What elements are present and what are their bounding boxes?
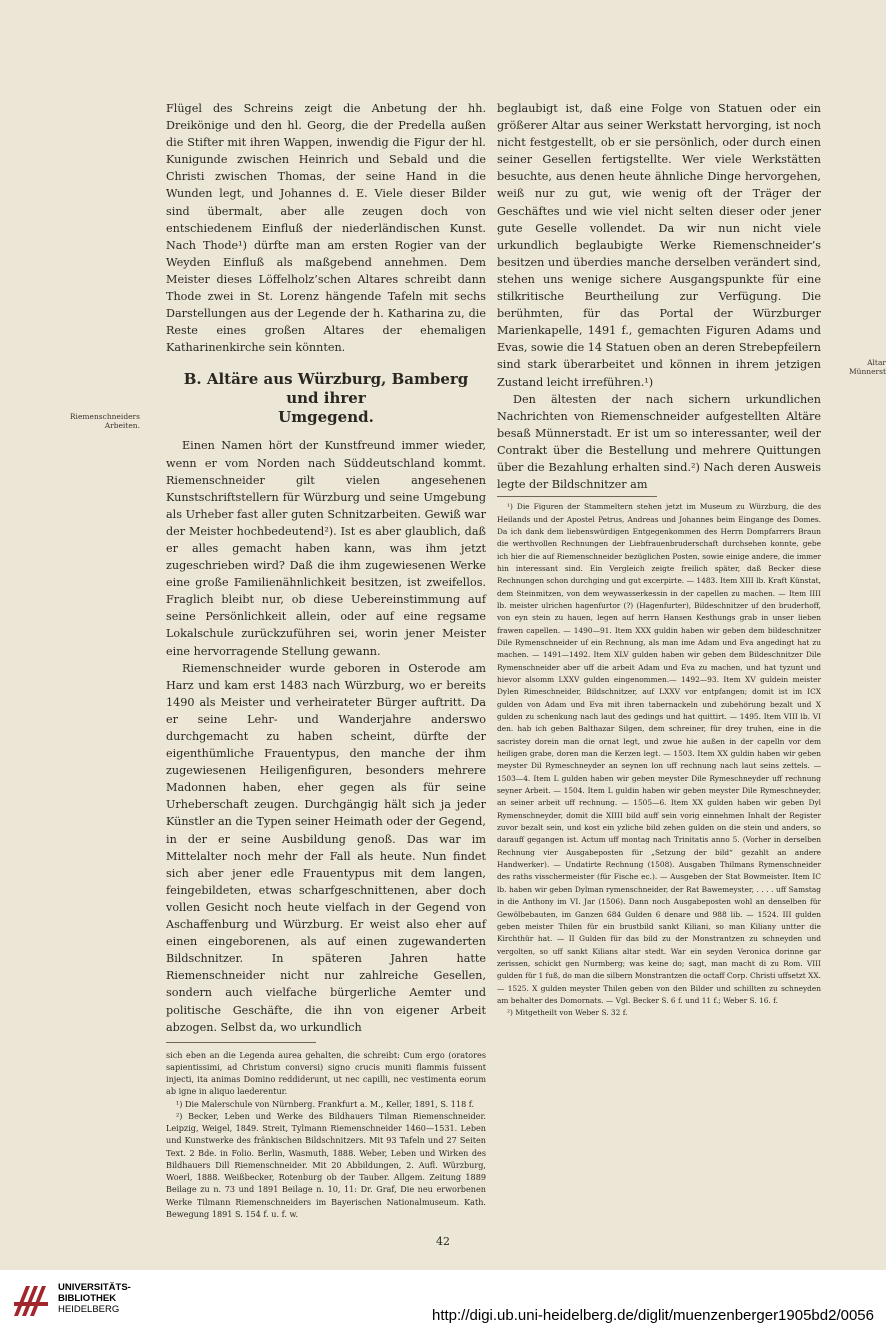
left-paragraph-1: Flügel des Schreins zeigt die Anbetung der hh. Dreikönige und den hl. Georg, die der Predella außen die Stifter mit ihren Wappen, inwendig die Figur der hl. Kunigunde zwischen Heinrich und Sebald und die Christi zwischen Thomas, der seine Hand in die Wunden legt, und Johannes d. E. Viele dieser Bilder sind übermalt, aber alle zeugen doch von entschiedenem Einfluß der niederländischen Kunst. Nach Thode¹) dürfte man am ersten Rogier van der Weyden Einfluß als maßgebend annehmen. Dem Meister dieses Löffelholz’schen Altares schreibt dann Thode zwei in St. Lorenz hängende Tafeln mit sechs Darstellungen aus der Legende der h. Katharina zu, die Reste eines großen Altares der ehemaligen Katharinenkirche sein könnten. bbox=[166, 102, 486, 355]
logo-line-3: HEIDELBERG bbox=[58, 1304, 120, 1315]
right-footnotes bbox=[497, 501, 821, 1019]
section-heading bbox=[166, 370, 486, 427]
left-paragraph-3: Riemenschneider wurde geboren in Osterode am Harz und kam erst 1483 nach Würzburg, wo er bereits 1490 als Meister und verheirateter Bürger auftritt. Da er seine Lehr- und Wanderjahre anderswo durchgemacht zu haben scheint, dürfte der eigenthümliche Frauentypus, den manche der ihm zugewiesenen Heiligenfiguren, besonders mehrere Madonnen haben, eher gegen als für seine Urheberschaft zeugen. Durchgängig hält sich ja jeder Künstler an die Typen seiner Heimath oder der Gegend, in der er seine Ausbildung genoß. Das war im Mittelalter noch mehr der Fall als heute. Nun findet sich aber jener edle Frauentypus mit dem langen, feingebildeten, etwas scharfgeschnittenen, aber doch vollen Gesicht noch heute vielfach in der Gegend von Aschaffenburg und Würzburg. Er weist also eher auf einen eingeborenen, als auf einen zugewanderten Bildschnitzer. In späteren Jahren hatte Riemenschneider nicht nur zahlreiche Gesellen, sondern auch vielfache bürgerliche Aemter und politische Geschäfte, die ihn von eigener Arbeit abzogen. Selbst da, wo urkundlich bbox=[166, 661, 486, 1034]
left-paragraph-2: Einen Namen hört der Kunstfreund immer wieder, wenn er vom Norden nach Süddeutschland kommt. Riemenschneider gilt vielen angesehenen Kunstschriftstellern für Würzburg und seine Umgebung als Urheber fast aller guten Schnitzarbeiten. Gewiß war der Meister hochbedeutend²). Ist es aber glaublich, daß er alles gemacht haben kann, was ihm jetzt zugeschrieben wird? Daß die ihm zugewiesenen Werke eine große Familienähnlichkeit besitzen, ist zweifellos. Fraglich bleibt nur, ob diese Uebereinstimmung auf seine Persönlichkeit allein, oder auf eine regsame Lokalschule zurückzuführen sei, worin jener Meister eine hervorragende Stellung gewann. bbox=[166, 439, 486, 658]
university-library-logo-icon[interactable] bbox=[10, 1280, 52, 1322]
footer-bar bbox=[0, 1270, 886, 1330]
page-url-link[interactable]: http://digi.ub.uni-heidelberg.de/diglit/muenzenberger1905bd2/0056 bbox=[432, 1307, 874, 1324]
footnote-separator-left bbox=[166, 1042, 316, 1043]
left-footnote-1: ¹) Die Malerschule von Nürnberg. Frankfurt a. M., Keller, 1891, S. 118 f. bbox=[176, 1098, 475, 1109]
footnote-separator-right bbox=[497, 496, 657, 497]
right-footnote-2: ²) Mitgetheilt von Weber S. 32 f. bbox=[507, 1008, 628, 1018]
right-paragraph-1: beglaubigt ist, daß eine Folge von Statuen oder ein größerer Altar aus seiner Werkstatt hervorging, ist noch nicht festgestellt, ob er sie persönlich, oder durch einen seiner Gesellen fertigstellte. Wer viele Werkstätten besuchte, aus denen heute ähnliche Dinge hervorgehen, weiß nur zu gut, wie wenig oft der Träger der Geschäftes und wie viel nicht selten dieser oder jener gute Geselle vollendet. Da wir nun nicht viele urkundlich beglaubigte Werke Riemenschneider’s besitzen und überdies manche derselben verändert sind, stehen uns wenige sichere Ausgangspunkte für eine stilkritische Beurtheilung zur Verfügung. Die berühmten, für das Portal der Würzburger Marienkapelle, 1491 f., gemachten Figuren Adams und Evas, sowie die 14 Statuen oben an deren Strebepfeilern sind stark überarbeitet und können in ihrem jetzigen Zustand leicht irreführen.¹) bbox=[497, 102, 821, 389]
logo-line-1: UNIVERSITÄTS- bbox=[58, 1282, 131, 1293]
section-heading-line2: Umgegend. bbox=[278, 408, 374, 427]
left-footnote-2: ²) Becker, Leben und Werke des Bildhauers Tilman Riemenschneider. Leipzig, Weigel, 1849. Streit, Tylmann Riemenschneider 1460—1531. Leben und Kunstwerke des fränkischen Bildschnitzers. Mit 93 Tafeln und 27 Seiten Text. 2 Bde. in Folio. Berlin, Wasmuth, 1888. Weber, Leben und Wirken des Bildhauers Dill Riemenschneider. Mit 20 Abbildungen, 2. Aufl. Würzburg, Woerl, 1888. Weißbecker, Rotenburg ob der Tauber. Allgem. Zeitung 1889 Beilage zu n. 73 und 1891 Beilage n. 10, 11: Dr. Graf, Die neu erworbenen Werke Tilmann Riemenschneiders im Bayerischen Nationalmuseum. Kath. Bewegung 1891 S. 154 f. u. f. w. bbox=[166, 1110, 486, 1219]
right-column bbox=[497, 100, 821, 1020]
margin-note-right: Altar Münnerst bbox=[848, 358, 886, 376]
logo-line-2: BIBLIOTHEK bbox=[58, 1293, 117, 1304]
left-column bbox=[166, 100, 486, 1220]
page-number: 42 bbox=[436, 1235, 450, 1248]
left-footnote-continuation: sich eben an die Legenda aurea gehalten, die schreibt: Cum ergo (oratores sapientissimi, ad Christum conversi) signo crucis muniti flammis fuissent injecti, ita animas Domino reddiderunt, ut nec capilli, nec vestimenta eorum ab igne in aliquo laederentur. bbox=[166, 1049, 486, 1097]
logo-text bbox=[58, 1282, 131, 1315]
section-heading-line1: B. Altäre aus Würzburg, Bamberg und ihrer bbox=[183, 370, 469, 408]
margin-note-left: Riemenschneiders Arbeiten. bbox=[69, 412, 140, 430]
right-paragraph-2: Den ältesten der nach sichern urkundlichen Nachrichten von Riemenschneider aufgestellten Altäre besaß Münnerstadt. Er ist um so interessanter, weil der Contrakt über die Bestellung und mehrere Quittungen über die Bezahlung erhalten sind.²) Nach deren Ausweis legte der Bildschnitzer am bbox=[497, 392, 821, 492]
right-footnote-1: ¹) Die Figuren der Stammeltern stehen jetzt im Museum zu Würzburg, die des Heilands und der Apostel Petrus, Andreas und Johannes beim Eingange des Domes. Da ich dank dem liebenswürdigen Entgegenkommen des Herrn Dompfarrers Braun die werthvollen Rechnungen der Liebfrauenbruderschaft durchsehen konnte, gebe ich hier die auf Riemenschneider bezüglichen Posten, sowie einige andere, die immer hin interessant sind. Ein Vergleich zeigte freilich später, daß Becker diese Rechnungen schon durchging und gut excerpirte. — 1483. Item XIII lb. Kraft Künstat, dem Steinmitzen, von dem weywasserkessin in der capellen zu machen. — Item IIII lb. meister ulrichen hagenfurtor (?) (Hagenfurter), Bildeschnitzer uf den bruderhoff, von eyn stein zu hauen, legen auf herrn Hansen Kesthungs grab in unser lieben frawen capellen. — 1490—91. Item XXX guldin haben wir geben dem bildeschnitzer Dile Rymenschneider uf ein Rechnung, als man ime Adam und Eva angedingt hat zu machen. — 1491—1492. Item XLV gulden haben wir geben dem Bildeschnitzer Dile Rymenschneider aber uff die arbeit Adam und Eva zu machen, und hat tyzunt und hievor alsomm LXXV gulden eingenommen.— 1492—93. Item XV guldein meister Dylen Rimeschneider, Bildschnitzer, auf LXXV vor entpfangen; domit ist im ICX gulden von Adam und Eva mit ihren tabernackeln und zubehörung bezalt und X gulden zu schenkung nach laut des gedings und hat quittirt. — 1495. Item VIII lb. VI den. hab ich geben Balthazar Silgen, dem schreiner, für drey truhen, eine in die sacristey dorein man die ornat legt, und zwue hie außen in der capelln vor dem heiligen grabe, doren man die Kerzen legt. — 1503. Item XX guldin haben wir geben meyster Dil Rymeschneyder an seynen lon uff rechnung nach laut seins zettels. — 1503—4. Item L gulden haben wir geben meyster Dile Rymeschneyder uff rechnung seyner Arbeit. — 1504. Item L guldin haben wir geben meyster Dile Rymeschneyder, an seiner arbeit uff rechnung. — 1505—6. Item XX gulden haben wir geben Dyl Rymenschneyder, domit die XIIII bild auff sein vorig einnehmen Inhalt der Register zuvor bezalt sein, und kost ein yzliche bild zehen gulden on die stein und anders, so darauff gegangen ist. Actum uff montag nach Trinitatis anno 5. (Vorher in derselben Rechnung vier Ausgabeposten für „Setzung der bild“ gezahlt an andere Handwerker). — Undatirte Rechnung (1508). Ausgaben Thilmans Rymenschneider des raths visschermeister (für Fische ec.). — Ausgeben der Stat Bowmeister. Item IC lb. haben wir geben Dylman rymenschneider, der Rat Bawemeyster, . . . . uff Samstag in die Anthony im VI. Jar (1506). Dann noch Ausgabeposten wohl an denselben für Gewölbebauten, im Ganzen 684 Gulden 6 denare und 988 lib. — 1524. III gulden geben meister Thilen für ein brustbild sankt Kiliani, so man Kiliany untter die Kirchthür hat. — II Gulden für das bild zu der Monstrantzen zu schneyden und vergolten, so uff sankt Kilians altar stedt. War ein seyden Veronica dorinne gar zerissen, schickt gen Nurmberg; was keine do; sagt, man macht di zu Rom. VIII gulden für 1 fuß, do man die silbern Monstrantzen die octaff Corp. Christi uffsetzt XX. — 1525. X gulden meyster Thilen geben von den Bilder und schillten zu schneyden am behalter des Domornats. — Vgl. Becker S. 6 f. und 11 f.; Weber S. 16. f. bbox=[497, 502, 821, 1005]
left-footnotes bbox=[166, 1049, 486, 1221]
